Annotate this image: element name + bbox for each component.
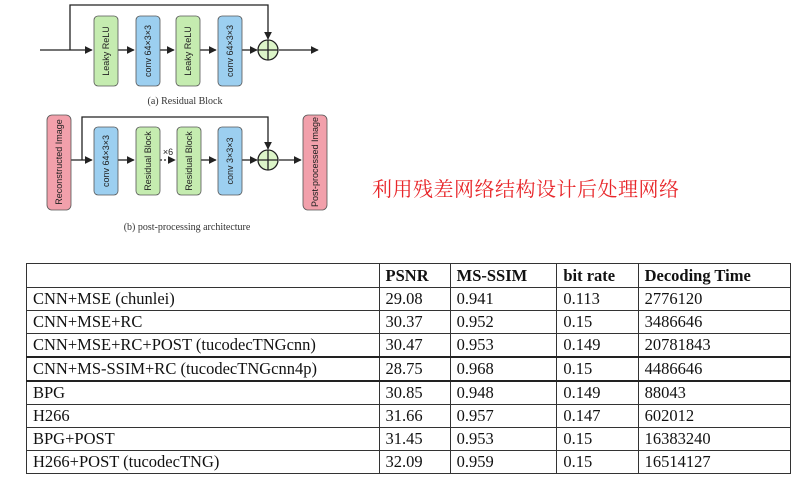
table-row [27, 428, 791, 451]
cell-ms-ssim: 0.948 [450, 381, 557, 405]
cell-decoding-time: 3486646 [638, 311, 790, 334]
cell-decoding-time: 16514127 [638, 451, 790, 474]
cell-ms-ssim: 0.941 [450, 288, 557, 311]
cell-method: CNN+MSE (chunlei) [27, 288, 380, 311]
annotation-text: 利用残差网络结构设计后处理网络 [372, 177, 680, 201]
cell-bit-rate: 0.15 [557, 311, 638, 334]
cell-bit-rate: 0.15 [557, 357, 638, 381]
cell-ms-ssim: 0.957 [450, 405, 557, 428]
cell-decoding-time: 20781843 [638, 334, 790, 358]
cell-psnr: 30.37 [379, 311, 450, 334]
header-ms-ssim: MS-SSIM [450, 264, 557, 288]
residual-block-caption: (a) Residual Block [147, 96, 223, 107]
cell-psnr: 31.66 [379, 405, 450, 428]
conv-label: conv 3×3×3 [225, 137, 235, 185]
conv-label: conv 64×3×3 [225, 24, 235, 78]
header-method [27, 264, 380, 288]
cell-ms-ssim: 0.959 [450, 451, 557, 474]
cell-psnr: 30.47 [379, 334, 450, 358]
table-row [27, 405, 791, 428]
cell-decoding-time: 602012 [638, 405, 790, 428]
cell-ms-ssim: 0.953 [450, 334, 557, 358]
cell-ms-ssim: 0.953 [450, 428, 557, 451]
cell-bit-rate: 0.113 [557, 288, 638, 311]
cell-bit-rate: 0.15 [557, 451, 638, 474]
sum-node-icon [258, 150, 278, 170]
table-row [27, 288, 791, 311]
sum-node-icon [258, 40, 278, 60]
table-header-row [27, 264, 791, 288]
residual-block-label: Residual Block [143, 131, 153, 191]
cell-decoding-time: 4486646 [638, 357, 790, 381]
cell-ms-ssim: 0.968 [450, 357, 557, 381]
header-psnr: PSNR [379, 264, 450, 288]
conv-label: conv 64×3×3 [143, 24, 153, 78]
table-row [27, 357, 791, 381]
cell-bit-rate: 0.147 [557, 405, 638, 428]
cell-psnr: 28.75 [379, 357, 450, 381]
input-image-label: Reconstructed Image [54, 119, 64, 205]
cell-ms-ssim: 0.952 [450, 311, 557, 334]
table-row [27, 451, 791, 474]
conv-label: conv 64×3×3 [101, 134, 111, 188]
residual-block-diagram [40, 5, 318, 107]
cell-method: CNN+MSE+RC [27, 311, 380, 334]
post-processing-caption: (b) post-processing architecture [123, 222, 251, 233]
cell-method: H266 [27, 405, 380, 428]
leaky-relu-label: Leaky ReLU [183, 26, 193, 76]
post-processing-diagram [47, 115, 327, 233]
output-image-label: Post-processed Image [310, 116, 320, 208]
cell-decoding-time: 16383240 [638, 428, 790, 451]
cell-decoding-time: 88043 [638, 381, 790, 405]
cell-bit-rate: 0.15 [557, 428, 638, 451]
header-bit-rate: bit rate [557, 264, 638, 288]
cell-method: CNN+MSE+RC+POST (tucodecTNGcnn) [27, 334, 380, 358]
table-row [27, 334, 791, 358]
cell-method: BPG+POST [27, 428, 380, 451]
cell-psnr: 29.08 [379, 288, 450, 311]
cell-method: H266+POST (tucodecTNG) [27, 451, 380, 474]
cell-psnr: 30.85 [379, 381, 450, 405]
repeat-label: ×6 [162, 147, 174, 157]
cell-psnr: 31.45 [379, 428, 450, 451]
cell-method: BPG [27, 381, 380, 405]
results-table [26, 263, 791, 474]
leaky-relu-label: Leaky ReLU [101, 26, 111, 76]
cell-bit-rate: 0.149 [557, 334, 638, 358]
cell-psnr: 32.09 [379, 451, 450, 474]
cell-method: CNN+MS-SSIM+RC (tucodecTNGcnn4p) [27, 357, 380, 381]
table-row [27, 381, 791, 405]
cell-bit-rate: 0.149 [557, 381, 638, 405]
table-row [27, 311, 791, 334]
residual-block-label: Residual Block [184, 131, 194, 191]
cell-decoding-time: 2776120 [638, 288, 790, 311]
header-decoding-time: Decoding Time [638, 264, 790, 288]
